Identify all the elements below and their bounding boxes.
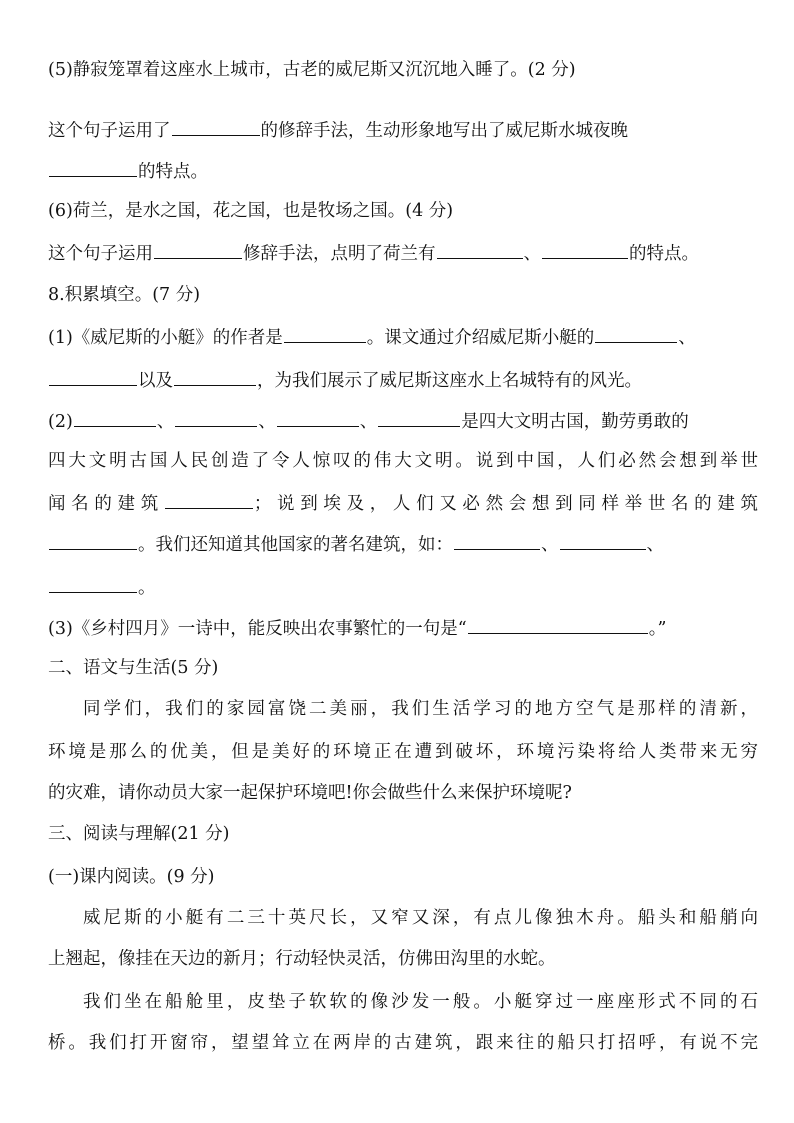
- q8-1-blank-3[interactable]: [49, 367, 137, 386]
- q8-2-blank-egypt[interactable]: [49, 531, 137, 550]
- q8-part2-line2: 四大文明古国人民创造了令人惊叹的伟大文明。说到中国，人们必然会想到举世: [48, 451, 758, 471]
- q8-1-blank-4[interactable]: [174, 367, 256, 386]
- reading-p1-line1: 威尼斯的小艇有二三十英尺长，又窄又深，有点儿像独木舟。船头和船艄向: [83, 908, 758, 928]
- section2-text-line3: 的灾难，请你动员大家一起保护环境吧!你会做些什么来保护环境呢?: [48, 783, 572, 803]
- q8-2-blank-china[interactable]: [165, 490, 253, 509]
- q8-2-blank-other-2[interactable]: [560, 531, 646, 550]
- q8-3-blank-poem[interactable]: [468, 615, 648, 634]
- q8-heading: 8.积累填空。(7 分): [48, 285, 201, 305]
- q5-sentence: (5)静寂笼罩着这座水上城市，古老的威尼斯又沉沉地入睡了。(2 分): [48, 60, 576, 80]
- q5-answer-line-2: 的特点。: [48, 158, 758, 184]
- section3-subheading: (一)课内阅读。(9 分): [48, 867, 215, 887]
- q8-part1-line1: (1)《威尼斯的小艇》的作者是 。课文通过介绍威尼斯小艇的 、: [48, 324, 758, 350]
- q8-part3: (3)《乡村四月》一诗中，能反映出农事繁忙的一句是“ 。”: [48, 615, 758, 641]
- section2-text-line1: 同学们，我们的家园富饶二美丽，我们生活学习的地方空气是那样的清新，: [83, 699, 758, 719]
- q5-blank-1[interactable]: [172, 117, 260, 136]
- q8-2-blank-1[interactable]: [74, 408, 156, 427]
- section3-heading: 三、阅读与理解(21 分): [48, 824, 230, 844]
- q8-part2-line3: 闻名的建筑 ；说到埃及，人们又必然会想到同样举世名的建筑: [48, 490, 758, 516]
- q8-2-blank-other-3[interactable]: [49, 574, 137, 593]
- q8-2-blank-2[interactable]: [175, 408, 257, 427]
- section2-heading: 二、语文与生活(5 分): [48, 658, 219, 678]
- q8-2-blank-4[interactable]: [378, 408, 460, 427]
- q8-1-blank-author[interactable]: [284, 324, 366, 343]
- q6-blank-2[interactable]: [437, 240, 523, 259]
- section2-text-line2: 环境是那么的优美，但是美好的环境正在遭到破坏，环境污染将给人类带来无穷: [48, 742, 758, 762]
- reading-p2-line1: 我们坐在船舱里，皮垫子软软的像沙发一般。小艇穿过一座座形式不同的石: [83, 992, 758, 1012]
- q6-blank-1[interactable]: [154, 240, 242, 259]
- q8-part2-line5: 。: [48, 574, 758, 600]
- q8-2-blank-3[interactable]: [277, 408, 359, 427]
- q6-answer-line: 这个句子运用 修辞手法，点明了荷兰有 、 的特点。: [48, 240, 758, 266]
- q5-answer-line-1: 这个句子运用了 的修辞手法，生动形象地写出了威尼斯水城夜晚: [48, 117, 758, 143]
- q8-part1-line2: 以及 ，为我们展示了威尼斯这座水上名城特有的风光。: [48, 367, 758, 393]
- q6-blank-3[interactable]: [542, 240, 628, 259]
- q8-2-blank-other-1[interactable]: [454, 531, 540, 550]
- exam-page: [48, 0, 758, 1123]
- q8-part2-line4: 。我们还知道其他国家的著名建筑，如： 、 、: [48, 531, 758, 557]
- q8-1-blank-2[interactable]: [595, 324, 677, 343]
- q5-blank-2[interactable]: [49, 158, 137, 177]
- reading-p1-line2: 上翘起，像挂在天边的新月；行动轻快灵活，仿佛田沟里的水蛇。: [48, 949, 556, 969]
- q8-part2-line1: (2) 、 、 、 是四大文明古国，勤劳勇敢的: [48, 408, 758, 434]
- q6-sentence: (6)荷兰，是水之国，花之国，也是牧场之国。(4 分): [48, 201, 454, 221]
- reading-p2-line2: 桥。我们打开窗帘，望望耸立在两岸的古建筑，跟来往的船只打招呼，有说不完: [48, 1033, 758, 1053]
